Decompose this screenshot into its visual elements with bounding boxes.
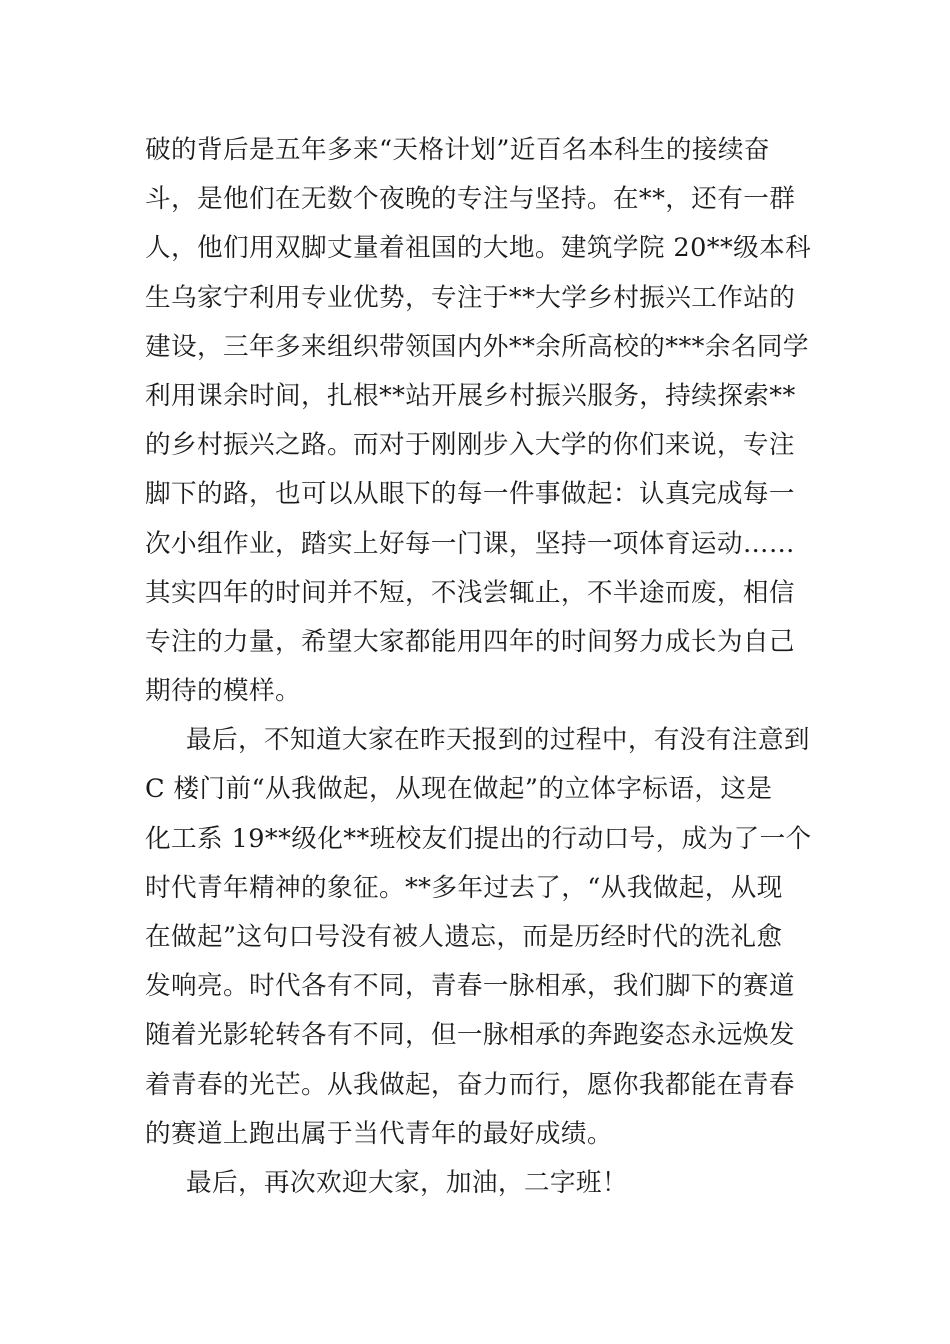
text-line: 最后，不知道大家在昨天报到的过程中，有没有注意到 — [186, 725, 810, 756]
body-text — [145, 126, 812, 1208]
text-line: 期待的模样。 — [145, 676, 301, 707]
text-line: 斗，是他们在无数个夜晚的专注与坚持。在**，还有一群 — [145, 184, 796, 215]
text-line: 其实四年的时间并不短，不浅尝辄止，不半途而废，相信 — [145, 577, 795, 608]
text-line: 在做起”这句口号没有被人遗忘，而是历经时代的洗礼愈 — [145, 922, 783, 952]
text-line: 破的背后是五年多来“天格计划”近百名本科生的接续奋 — [145, 135, 770, 165]
text-line: 时代青年精神的象征。**多年过去了，“从我做起，从现 — [145, 872, 783, 903]
text-line: 专注的力量，希望大家都能用四年的时间努力成长为自己 — [145, 626, 795, 657]
text-line: 发响亮。时代各有不同，青春一脉相承，我们脚下的赛道 — [145, 971, 795, 1002]
text-line: 利用课余时间，扎根**站开展乡村振兴服务，持续探索** — [145, 380, 796, 411]
text-line: 化工系 19**级化**班校友们提出的行动口号，成为了一个 — [145, 823, 812, 854]
text-line: 次小组作业，踏实上好每一门课，坚持一项体育运动…… — [145, 528, 795, 559]
text-line: 最后，再次欢迎大家，加油，二字班！ — [186, 1167, 628, 1198]
text-line: 随着光影轮转各有不同，但一脉相承的奔跑姿态永远焕发 — [145, 1020, 795, 1051]
text-line: 着青春的光芒。从我做起，奋力而行，愿你我都能在青春 — [145, 1069, 795, 1100]
text-line: 人，他们用双脚丈量着祖国的大地。建筑学院 20**级本科 — [145, 233, 812, 264]
text-line: 建设，三年多来组织带领国内外**余所高校的***余名同学 — [145, 331, 809, 362]
text-line: 的乡村振兴之路。而对于刚刚步入大学的你们来说，专注 — [145, 430, 795, 461]
text-line: C 楼门前“从我做起，从现在做起”的立体字标语，这是 — [145, 774, 773, 805]
text-line: 脚下的路，也可以从眼下的每一件事做起：认真完成每一 — [145, 479, 795, 510]
text-line: 生乌家宁利用专业优势，专注于**大学乡村振兴工作站的 — [145, 282, 796, 313]
text-line: 的赛道上跑出属于当代青年的最好成绩。 — [145, 1118, 613, 1149]
